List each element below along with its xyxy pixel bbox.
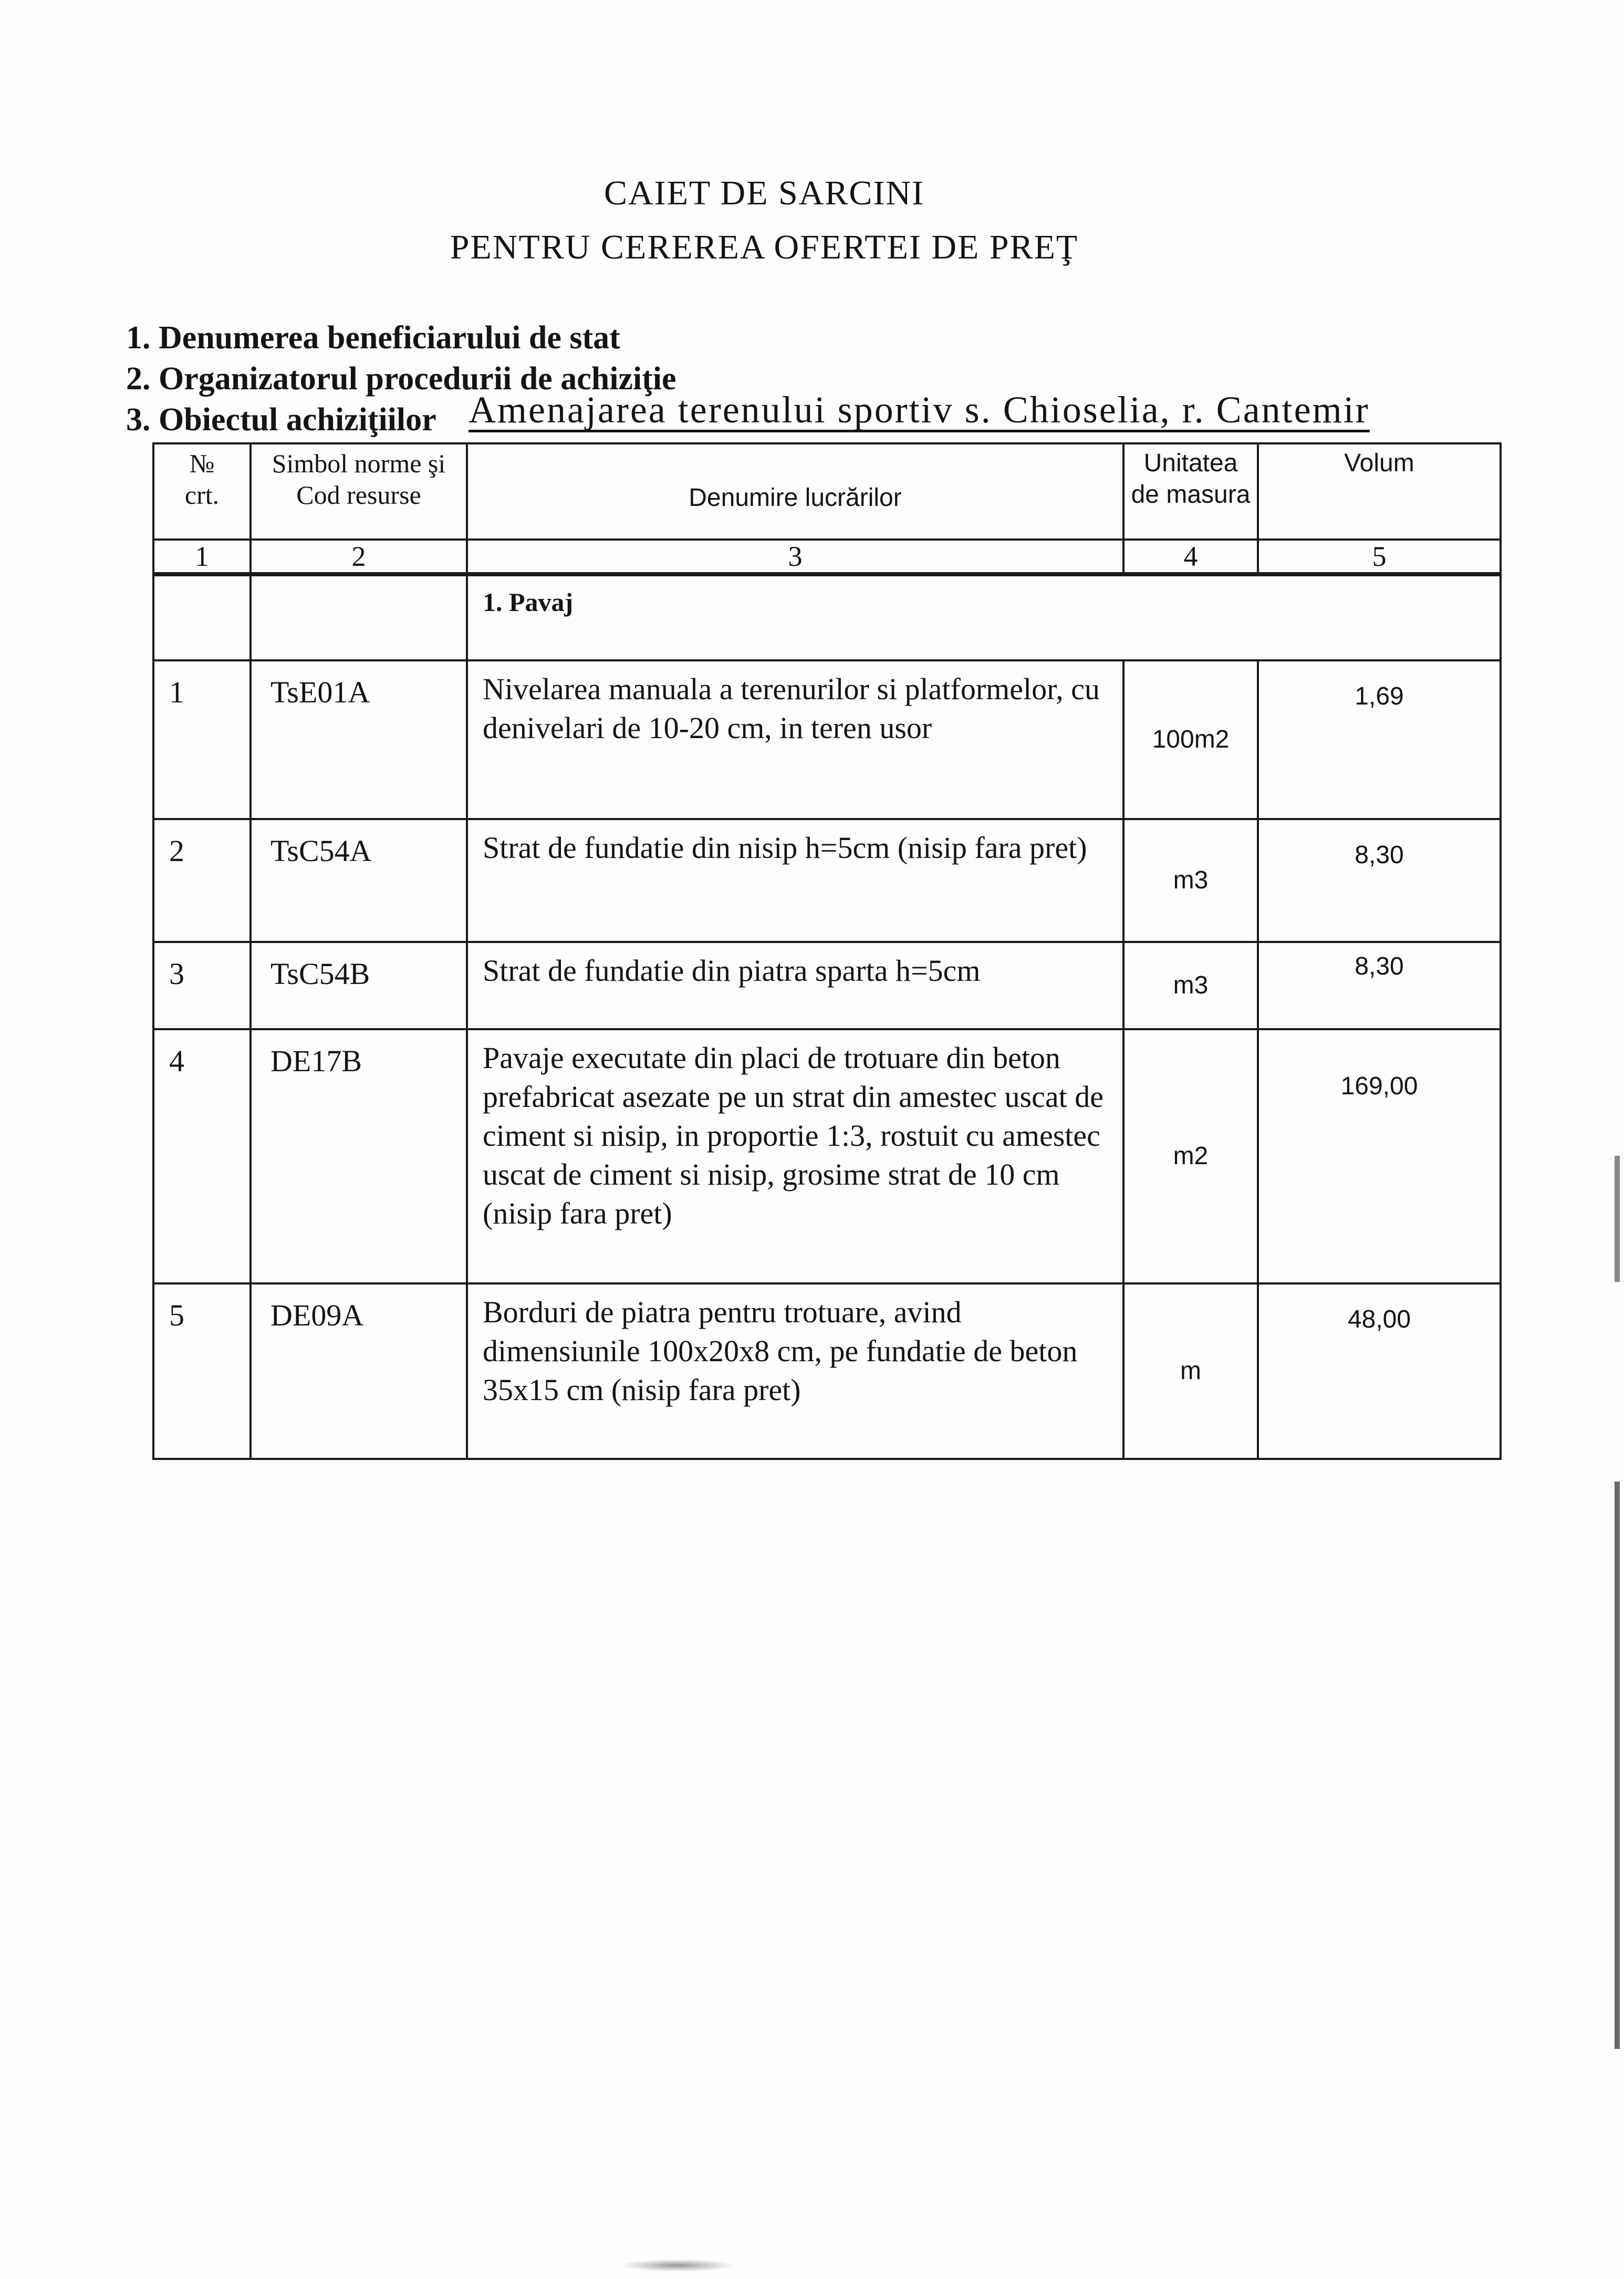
header-unit: Unitatea de masura	[1123, 443, 1258, 540]
works-table	[152, 442, 1502, 1460]
document-title: CAIET DE SARCINI	[603, 174, 925, 212]
column-number: 4	[1123, 540, 1258, 574]
row-nr: 5	[153, 1283, 251, 1459]
table-row	[153, 660, 1501, 819]
header-nr: № crt.	[153, 443, 251, 540]
section-row	[153, 574, 1501, 660]
column-number-row	[153, 540, 1501, 574]
row-volume: 48,00	[1258, 1283, 1501, 1459]
row-unit: m3	[1123, 819, 1258, 942]
row-volume: 8,30	[1258, 942, 1501, 1029]
row-nr: 2	[153, 819, 251, 942]
header-code: Simbol norme şi Cod resurse	[251, 443, 467, 540]
section-empty-cell	[251, 574, 467, 660]
row-code: TsC54B	[251, 942, 467, 1029]
row-volume: 169,00	[1258, 1029, 1501, 1283]
table-row	[153, 1283, 1501, 1459]
header-denumire: Denumire lucrărilor	[467, 443, 1123, 540]
column-number: 1	[153, 540, 251, 574]
table-header-row	[153, 443, 1501, 540]
table-row	[153, 1029, 1501, 1283]
row-nr: 3	[153, 942, 251, 1029]
beneficiary-label: 1. Denumerea beneficiarului de stat	[126, 320, 620, 356]
document-subtitle: PENTRU CEREREA OFERTEI DE PREŢ	[450, 228, 1079, 266]
column-number: 5	[1258, 540, 1501, 574]
row-nr: 4	[153, 1029, 251, 1283]
row-unit: 100m2	[1123, 660, 1258, 819]
row-unit: m2	[1123, 1029, 1258, 1283]
row-denumire: Strat de fundatie din nisip h=5cm (nisip fara pret)	[467, 819, 1123, 942]
scan-edge-mark	[1615, 1156, 1620, 1282]
row-code: DE17B	[251, 1029, 467, 1283]
row-volume: 8,30	[1258, 819, 1501, 942]
object-value: Amenajarea terenului sportiv s. Chioselia, r. Cantemir	[469, 391, 1370, 432]
row-code: DE09A	[251, 1283, 467, 1459]
table-row	[153, 942, 1501, 1029]
header-volume: Volum	[1258, 443, 1501, 540]
row-unit: m3	[1123, 942, 1258, 1029]
object-label: 3. Obiectul achiziţiilor	[126, 402, 436, 438]
section-empty-cell	[153, 574, 251, 660]
row-unit: m	[1123, 1283, 1258, 1459]
section-title: 1. Pavaj	[467, 574, 1501, 660]
row-nr: 1	[153, 660, 251, 819]
organizer-label: 2. Organizatorul procedurii de achiziţie	[126, 361, 676, 397]
scan-smudge	[620, 2259, 735, 2272]
row-denumire: Borduri de piatra pentru trotuare, avind dimensiunile 100x20x8 cm, pe fundatie de beton 35x15 cm (nisip fara pret)	[467, 1283, 1123, 1459]
column-number: 3	[467, 540, 1123, 574]
row-denumire: Strat de fundatie din piatra sparta h=5cm	[467, 942, 1123, 1029]
row-code: TsE01A	[251, 660, 467, 819]
row-denumire: Pavaje executate din placi de trotuare din beton prefabricat asezate pe un strat din amestec uscat de ciment si nisip, in proportie 1:3, rostuit cu amestec uscat de ciment si nisip, grosime strat de 10 cm (nisip fara pret)	[467, 1029, 1123, 1283]
row-volume: 1,69	[1258, 660, 1501, 819]
column-number: 2	[251, 540, 467, 574]
scan-edge-mark	[1615, 1482, 1620, 2049]
table-row	[153, 819, 1501, 942]
row-code: TsC54A	[251, 819, 467, 942]
row-denumire: Nivelarea manuala a terenurilor si platformelor, cu denivelari de 10-20 cm, in teren usor	[467, 660, 1123, 819]
